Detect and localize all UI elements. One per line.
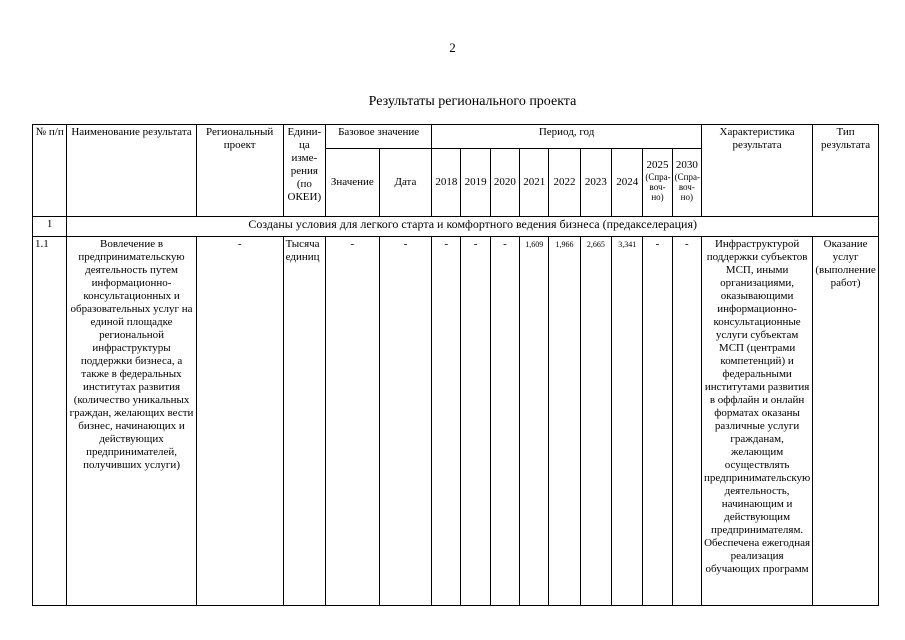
row-value-2021: 1,609 <box>520 237 549 606</box>
row-value-2022: 1,966 <box>549 237 580 606</box>
row-value-2024: 3,341 <box>612 237 643 606</box>
year-2025-label: 2025 <box>646 159 669 171</box>
header-num: № п/п <box>33 125 67 217</box>
header-name: Наименование результата <box>67 125 196 217</box>
header-year-2030 <box>672 149 701 217</box>
section-num: 1 <box>33 217 67 237</box>
row-characteristic: Инфраструктурой поддержки субъектов МСП, иными организациями, оказывающими информационно-консультационные услуги субъектам МСП (центрами компетенций) и федеральными институтами развития в оффлайн и онлайн форматах оказаны различные услуги гражданам, желающим осуществлять предпринимательскую деятельность, начинающим и действующим предпринимателям. Обеспечена ежегодная реализация обучающих программ <box>702 237 813 606</box>
header-year-2021: 2021 <box>520 149 549 217</box>
header-period: Период, год <box>432 125 702 149</box>
row-value-2023: 2,665 <box>580 237 611 606</box>
results-table <box>32 124 879 606</box>
row-name: Вовлечение в предпринимательскую деятельность путем информационно-консультационных и образовательных услуг на единой площадке региональной инфраструктуры поддержки бизнеса, а также в федеральных институтах развития (количество уникальных граждан, желающих вести бизнес, начинающих и действующих предпринимателей, получивших услуги) <box>67 237 196 606</box>
header-year-2025 <box>643 149 672 217</box>
header-year-2024: 2024 <box>612 149 643 217</box>
row-value-2030: - <box>672 237 701 606</box>
header-year-2023: 2023 <box>580 149 611 217</box>
year-2030-ref: (Спра-воч-но) <box>674 172 700 202</box>
row-base-date: - <box>379 237 432 606</box>
row-base-value: - <box>326 237 380 606</box>
header-year-2018: 2018 <box>432 149 461 217</box>
row-value-2025: - <box>643 237 672 606</box>
row-type: Оказание услуг (выполнение работ) <box>813 237 879 606</box>
section-title: Созданы условия для легкого старта и комфортного ведения бизнеса (предакселерация) <box>67 217 879 237</box>
header-regional-project: Региональный проект <box>196 125 283 217</box>
row-value-2019: - <box>461 237 490 606</box>
header-year-2022: 2022 <box>549 149 580 217</box>
row-value-2018: - <box>432 237 461 606</box>
header-base-value-date: Дата <box>379 149 432 217</box>
header-unit: Едини-ца изме-рения (по ОКЕИ) <box>283 125 325 217</box>
row-num: 1.1 <box>33 237 67 606</box>
row-value-2020: - <box>490 237 519 606</box>
page-number: 2 <box>449 40 456 55</box>
header-type: Тип результата <box>813 125 879 217</box>
header-year-2019: 2019 <box>461 149 490 217</box>
header-base-value: Базовое значение <box>326 125 432 149</box>
year-2025-ref: (Спра-воч-но) <box>645 172 671 202</box>
row-unit: Тысяча единиц <box>283 237 325 606</box>
year-2030-label: 2030 <box>675 159 698 171</box>
header-year-2020: 2020 <box>490 149 519 217</box>
row-regional-project: - <box>196 237 283 606</box>
document-title: Результаты регионального проекта <box>368 94 577 109</box>
header-characteristic: Характеристика результата <box>702 125 813 217</box>
header-base-value-value: Значение <box>326 149 380 217</box>
